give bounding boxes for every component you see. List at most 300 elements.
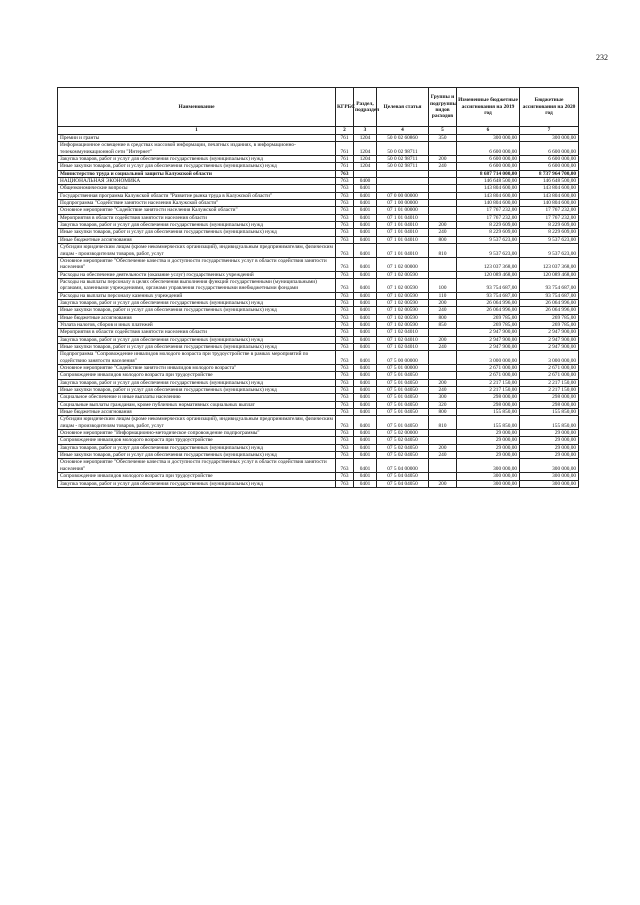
cell-target [377, 178, 429, 185]
cell-section: 1204 [354, 135, 377, 142]
table-row [58, 292, 579, 299]
cell-group [429, 437, 457, 444]
header-section: Раздел, подраздел [354, 88, 377, 127]
cell-kgrbs: 763 [336, 343, 354, 350]
cell-target: 07 1 02 00590 [377, 271, 429, 278]
cell-group [429, 329, 457, 336]
cell-section: 0401 [354, 192, 377, 199]
cell-name: Иные бюджетные ассигнования [58, 409, 336, 416]
cell-kgrbs: 761 [336, 163, 354, 170]
table-row [58, 178, 579, 185]
cell-name: Министерство труда и социальной защиты Калужской области [58, 170, 336, 177]
cell-name: Иные закупки товаров, работ и услуг для обеспечения государственных (муниципальных) нужд [58, 229, 336, 236]
cell-name: Иные бюджетные ассигнования [58, 236, 336, 243]
cell-kgrbs: 763 [336, 200, 354, 207]
cell-group: 240 [429, 387, 457, 394]
cell-group [429, 430, 457, 437]
header-name: Наименование [58, 88, 336, 127]
cell-budget: 298 000,00 [520, 394, 579, 401]
cell-section: 0401 [354, 314, 377, 321]
cell-name: Государственная программа Калужской области "Развитие рынка труда в Калужской области" [58, 192, 336, 199]
cell-name: Мероприятия в области содействия занятости населения области [58, 329, 336, 336]
cell-kgrbs: 763 [336, 452, 354, 459]
cell-target: 07 5 00 00000 [377, 351, 429, 365]
cell-name: Расходы на выплаты персоналу казенных учреждений [58, 292, 336, 299]
cell-budget: 17 767 232,00 [520, 214, 579, 221]
cell-target: 07 1 02 04010 [377, 336, 429, 343]
cell-group: 200 [429, 222, 457, 229]
cell-budget: 120 089 468,00 [520, 271, 579, 278]
cell-changed: 29 000,00 [457, 437, 520, 444]
cell-name: Расходы на выплаты персоналу в целях обеспечения выполнения функций государственными (муниципальными) органами, казенными учреждениями, органами управления государственными внебюджетными фондами [58, 278, 336, 292]
cell-group [429, 142, 457, 156]
column-number: 3 [354, 127, 377, 135]
cell-group: 200 [429, 480, 457, 487]
cell-kgrbs: 761 [336, 142, 354, 156]
cell-kgrbs: 763 [336, 459, 354, 473]
cell-section: 0401 [354, 480, 377, 487]
cell-kgrbs: 763 [336, 170, 354, 177]
cell-section: 0401 [354, 292, 377, 299]
cell-budget: 2 947 900,00 [520, 343, 579, 350]
cell-kgrbs: 763 [336, 185, 354, 192]
header-changed: Измененные бюджетные ассигнования на 2019 год [457, 88, 520, 127]
table-row [58, 244, 579, 258]
table-row [58, 409, 579, 416]
cell-target: 07 1 01 00000 [377, 207, 429, 214]
cell-kgrbs: 763 [336, 351, 354, 365]
cell-kgrbs: 763 [336, 401, 354, 408]
cell-group [429, 372, 457, 379]
cell-kgrbs: 763 [336, 480, 354, 487]
cell-name: Подпрограмма "Содействие занятости населения Калужской области" [58, 200, 336, 207]
cell-target: 07 1 00 00000 [377, 200, 429, 207]
cell-changed: 9 537 623,00 [457, 236, 520, 243]
cell-budget: 9 537 623,00 [520, 236, 579, 243]
cell-budget: 146 648 500,00 [520, 178, 579, 185]
cell-budget: 2 671 000,00 [520, 372, 579, 379]
cell-changed: 123 037 368,00 [457, 257, 520, 271]
cell-name: Сопровождение инвалидов молодого возраста при трудоустройстве [58, 372, 336, 379]
cell-target: 07 1 02 00000 [377, 257, 429, 271]
cell-budget: 300 000,00 [520, 459, 579, 473]
cell-group [429, 459, 457, 473]
cell-changed: 93 754 687,00 [457, 278, 520, 292]
cell-name: Сопровождение инвалидов молодого возраста при трудоустройстве [58, 473, 336, 480]
table-row [58, 299, 579, 306]
cell-kgrbs: 763 [336, 379, 354, 386]
table-row [58, 192, 579, 199]
table-row [58, 135, 579, 142]
cell-budget: 29 000,00 [520, 452, 579, 459]
cell-changed: 2 947 900,00 [457, 336, 520, 343]
cell-changed: 6 600 000,00 [457, 142, 520, 156]
header-row [58, 88, 579, 127]
cell-group: 100 [429, 278, 457, 292]
cell-name: Сопровождение инвалидов молодого возраста при трудоустройстве [58, 437, 336, 444]
cell-budget: 140 804 600,00 [520, 200, 579, 207]
cell-group: 240 [429, 307, 457, 314]
cell-kgrbs: 763 [336, 299, 354, 306]
table-row [58, 372, 579, 379]
header-kgrbs: КГРБС [336, 88, 354, 127]
cell-changed: 8 229 609,00 [457, 229, 520, 236]
cell-target: 07 5 02 04050 [377, 437, 429, 444]
table-row [58, 278, 579, 292]
cell-kgrbs: 763 [336, 278, 354, 292]
cell-budget: 300 000,00 [520, 480, 579, 487]
table-row [58, 401, 579, 408]
cell-budget: 155 850,00 [520, 416, 579, 430]
cell-changed: 17 767 232,00 [457, 214, 520, 221]
column-number: 6 [457, 127, 520, 135]
cell-target: 07 1 02 00590 [377, 321, 429, 328]
cell-budget: 155 850,00 [520, 409, 579, 416]
cell-kgrbs: 763 [336, 329, 354, 336]
table-row [58, 185, 579, 192]
cell-group: 800 [429, 314, 457, 321]
cell-section: 0401 [354, 437, 377, 444]
cell-group: 240 [429, 163, 457, 170]
cell-target: 07 5 01 04050 [377, 394, 429, 401]
cell-changed: 17 767 232,00 [457, 207, 520, 214]
cell-budget: 6 600 000,00 [520, 163, 579, 170]
cell-section: 0401 [354, 222, 377, 229]
cell-target: 07 1 02 04010 [377, 329, 429, 336]
cell-name: НАЦИОНАЛЬНАЯ ЭКОНОМИКА [58, 178, 336, 185]
cell-section: 0401 [354, 200, 377, 207]
table-row [58, 229, 579, 236]
cell-changed: 26 064 996,00 [457, 307, 520, 314]
header-target: Целевая статья [377, 88, 429, 127]
cell-changed: 140 804 600,00 [457, 200, 520, 207]
cell-section: 0401 [354, 409, 377, 416]
cell-kgrbs: 763 [336, 236, 354, 243]
table-row [58, 430, 579, 437]
cell-changed: 146 648 500,00 [457, 178, 520, 185]
cell-target: 07 5 01 04050 [377, 372, 429, 379]
cell-kgrbs: 763 [336, 178, 354, 185]
column-number: 4 [377, 127, 429, 135]
cell-changed: 93 754 687,00 [457, 292, 520, 299]
cell-section: 0401 [354, 387, 377, 394]
cell-budget: 29 000,00 [520, 430, 579, 437]
table-row [58, 394, 579, 401]
cell-section: 0401 [354, 473, 377, 480]
table-row [58, 222, 579, 229]
cell-changed: 300 000,00 [457, 135, 520, 142]
cell-section [354, 170, 377, 177]
cell-name: Закупка товаров, работ и услуг для обеспечения государственных (муниципальных) нужд [58, 336, 336, 343]
cell-group: 200 [429, 336, 457, 343]
cell-group: 240 [429, 343, 457, 350]
cell-name: Расходы на обеспечение деятельности (оказание услуг) государственных учреждений [58, 271, 336, 278]
cell-changed: 269 785,00 [457, 314, 520, 321]
cell-changed: 2 671 000,00 [457, 365, 520, 372]
table-row [58, 444, 579, 451]
cell-section: 0401 [354, 401, 377, 408]
column-number: 7 [520, 127, 579, 135]
table-row [58, 321, 579, 328]
cell-kgrbs: 763 [336, 222, 354, 229]
cell-name: Основное мероприятие "Информационно-методическое сопровождение подпрограммы" [58, 430, 336, 437]
cell-group [429, 214, 457, 221]
cell-section: 0401 [354, 329, 377, 336]
cell-name: Иные закупки товаров, работ и услуг для обеспечения государственных (муниципальных) нужд [58, 307, 336, 314]
cell-section: 0401 [354, 351, 377, 365]
table-body [58, 135, 579, 488]
table-row [58, 437, 579, 444]
cell-changed: 2 217 150,00 [457, 379, 520, 386]
cell-changed: 6 600 000,00 [457, 163, 520, 170]
cell-section: 0401 [354, 207, 377, 214]
column-number: 2 [336, 127, 354, 135]
cell-budget: 29 000,00 [520, 437, 579, 444]
cell-budget: 300 000,00 [520, 473, 579, 480]
cell-name: Основное мероприятие "Содействие занятости населения Калужской области" [58, 207, 336, 214]
cell-target: 07 5 01 04050 [377, 416, 429, 430]
cell-changed: 29 000,00 [457, 452, 520, 459]
table-row [58, 480, 579, 487]
cell-kgrbs: 763 [336, 394, 354, 401]
cell-budget: 298 000,00 [520, 401, 579, 408]
cell-section: 0401 [354, 394, 377, 401]
cell-group [429, 365, 457, 372]
cell-name: Основное мероприятие "Содействие занятости инвалидов молодого возраста" [58, 365, 336, 372]
cell-target: 07 1 01 04010 [377, 214, 429, 221]
cell-kgrbs: 763 [336, 314, 354, 321]
cell-name: Социальные выплаты гражданам, кроме публичных нормативных социальных выплат [58, 401, 336, 408]
cell-group: 240 [429, 452, 457, 459]
cell-name: Закупка товаров, работ и услуг для обеспечения государственных (муниципальных) нужд [58, 480, 336, 487]
table-row [58, 365, 579, 372]
cell-budget: 2 947 900,00 [520, 336, 579, 343]
cell-kgrbs: 763 [336, 271, 354, 278]
cell-group [429, 178, 457, 185]
cell-name: Закупка товаров, работ и услуг для обеспечения государственных (муниципальных) нужд [58, 444, 336, 451]
cell-name: Иные закупки товаров, работ и услуг для обеспечения государственных (муниципальных) нужд [58, 452, 336, 459]
cell-name: Подпрограмма "Сопровождение инвалидов молодого возраста при трудоустройстве в рамках мероприятий по содействию занятости населения" [58, 351, 336, 365]
cell-section: 0401 [354, 214, 377, 221]
cell-name: Субсидии юридическим лицам (кроме некоммерческих организаций), индивидуальным предпринимателям, физическим лицам - производителям товаров, работ, услуг [58, 244, 336, 258]
cell-section: 0401 [354, 365, 377, 372]
table-row [58, 343, 579, 350]
cell-name: Основное мероприятие "Обеспечение качества и доступности государственных услуг в области содействия занятости населения" [58, 257, 336, 271]
cell-kgrbs: 763 [336, 321, 354, 328]
cell-kgrbs: 763 [336, 430, 354, 437]
cell-budget: 26 064 996,00 [520, 307, 579, 314]
table-row [58, 387, 579, 394]
cell-name: Иные закупки товаров, работ и услуг для обеспечения государственных (муниципальных) нужд [58, 387, 336, 394]
cell-budget: 6 600 000,00 [520, 142, 579, 156]
cell-group: 800 [429, 236, 457, 243]
cell-section: 0401 [354, 430, 377, 437]
cell-kgrbs: 763 [336, 473, 354, 480]
cell-target: 07 5 01 04050 [377, 387, 429, 394]
table-row [58, 142, 579, 156]
cell-group: 810 [429, 416, 457, 430]
cell-target: 50 0 02 98711 [377, 163, 429, 170]
cell-target: 50 0 02 98711 [377, 156, 429, 163]
cell-budget: 2 671 000,00 [520, 365, 579, 372]
cell-name: Социальное обеспечение и иные выплаты населению [58, 394, 336, 401]
cell-changed: 29 000,00 [457, 430, 520, 437]
cell-budget: 26 064 996,00 [520, 299, 579, 306]
cell-section: 1204 [354, 142, 377, 156]
cell-section: 0401 [354, 307, 377, 314]
cell-name: Информационное освещение в средствах массовой информации, печатных изданиях, в информационно-телекоммуникационной сети "Интернет" [58, 142, 336, 156]
cell-target: 50 0 02 60860 [377, 135, 429, 142]
cell-group [429, 170, 457, 177]
cell-kgrbs: 763 [336, 387, 354, 394]
cell-target: 07 5 02 04050 [377, 452, 429, 459]
cell-group [429, 257, 457, 271]
cell-section: 0400 [354, 178, 377, 185]
cell-section: 0401 [354, 229, 377, 236]
cell-kgrbs: 763 [336, 372, 354, 379]
cell-group [429, 351, 457, 365]
column-number-row [58, 127, 579, 135]
header-group: Группы и подгруппы видов расходов [429, 88, 457, 127]
table-row [58, 351, 579, 365]
cell-target: 07 1 02 00590 [377, 292, 429, 299]
cell-section: 0401 [354, 379, 377, 386]
cell-budget: 29 000,00 [520, 444, 579, 451]
cell-budget: 300 000,00 [520, 135, 579, 142]
cell-name: Мероприятия в области содействия занятости населения области [58, 214, 336, 221]
cell-group: 320 [429, 401, 457, 408]
cell-budget: 3 000 000,00 [520, 351, 579, 365]
table-row [58, 379, 579, 386]
cell-section: 0401 [354, 444, 377, 451]
cell-changed: 2 671 000,00 [457, 372, 520, 379]
cell-budget: 269 785,00 [520, 321, 579, 328]
cell-target: 07 5 02 04050 [377, 444, 429, 451]
cell-name: Уплата налогов, сборов и иных платежей [58, 321, 336, 328]
page-number: 232 [596, 53, 608, 62]
cell-changed: 300 000,00 [457, 473, 520, 480]
table-row [58, 416, 579, 430]
cell-changed: 9 537 623,00 [457, 244, 520, 258]
cell-group [429, 185, 457, 192]
cell-kgrbs: 763 [336, 336, 354, 343]
cell-target: 50 0 02 98711 [377, 142, 429, 156]
cell-group: 110 [429, 292, 457, 299]
cell-changed: 155 850,00 [457, 409, 520, 416]
cell-kgrbs: 763 [336, 444, 354, 451]
cell-budget: 6 600 000,00 [520, 156, 579, 163]
cell-budget: 143 804 600,00 [520, 185, 579, 192]
cell-group [429, 207, 457, 214]
cell-kgrbs: 763 [336, 257, 354, 271]
cell-budget: 123 037 368,00 [520, 257, 579, 271]
cell-name: Закупка товаров, работ и услуг для обеспечения государственных (муниципальных) нужд [58, 299, 336, 306]
table-row [58, 170, 579, 177]
cell-budget: 93 754 687,00 [520, 292, 579, 299]
cell-section: 0401 [354, 271, 377, 278]
table-row [58, 271, 579, 278]
cell-section: 0401 [354, 459, 377, 473]
cell-changed: 8 229 609,00 [457, 222, 520, 229]
cell-group: 810 [429, 244, 457, 258]
cell-budget: 8 737 964 700,00 [520, 170, 579, 177]
cell-section: 0401 [354, 244, 377, 258]
cell-changed: 2 947 900,00 [457, 343, 520, 350]
cell-changed: 3 000 000,00 [457, 351, 520, 365]
table-row [58, 314, 579, 321]
cell-group: 200 [429, 156, 457, 163]
cell-kgrbs: 763 [336, 416, 354, 430]
cell-changed: 143 804 600,00 [457, 185, 520, 192]
cell-target: 07 1 01 04010 [377, 236, 429, 243]
cell-section: 0401 [354, 185, 377, 192]
cell-changed: 6 600 000,00 [457, 156, 520, 163]
cell-name: Основное мероприятие "Обеспечение качества и доступности государственных услуг в области содействия занятости населения" [58, 459, 336, 473]
cell-changed: 269 785,00 [457, 321, 520, 328]
cell-group [429, 473, 457, 480]
cell-kgrbs: 761 [336, 156, 354, 163]
cell-kgrbs: 763 [336, 307, 354, 314]
cell-kgrbs: 763 [336, 437, 354, 444]
cell-budget: 2 217 150,00 [520, 379, 579, 386]
cell-group [429, 192, 457, 199]
column-number: 1 [58, 127, 336, 135]
cell-group: 850 [429, 321, 457, 328]
cell-changed: 298 000,00 [457, 394, 520, 401]
cell-target: 07 5 01 04050 [377, 409, 429, 416]
cell-target [377, 185, 429, 192]
cell-target: 07 5 02 00000 [377, 430, 429, 437]
cell-changed: 2 947 900,00 [457, 329, 520, 336]
cell-section: 0401 [354, 343, 377, 350]
cell-changed: 8 687 714 000,00 [457, 170, 520, 177]
cell-changed: 300 000,00 [457, 459, 520, 473]
cell-target: 07 1 02 00590 [377, 314, 429, 321]
cell-group: 300 [429, 394, 457, 401]
cell-changed: 120 089 468,00 [457, 271, 520, 278]
cell-budget: 17 767 232,00 [520, 207, 579, 214]
cell-changed: 155 850,00 [457, 416, 520, 430]
cell-section: 0401 [354, 278, 377, 292]
cell-target: 07 0 00 00000 [377, 192, 429, 199]
cell-target: 07 1 01 04010 [377, 244, 429, 258]
table-row [58, 473, 579, 480]
cell-name: Субсидии юридическим лицам (кроме некоммерческих организаций), индивидуальным предпринимателям, физическим лицам - производителям товаров, работ, услуг [58, 416, 336, 430]
cell-name: Закупка товаров, работ и услуг для обеспечения государственных (муниципальных) нужд [58, 222, 336, 229]
table-row [58, 452, 579, 459]
cell-group [429, 200, 457, 207]
cell-group: 800 [429, 409, 457, 416]
cell-section: 0401 [354, 321, 377, 328]
cell-section: 0401 [354, 416, 377, 430]
cell-section: 1204 [354, 156, 377, 163]
cell-budget: 9 537 623,00 [520, 244, 579, 258]
cell-target: 07 5 01 04050 [377, 379, 429, 386]
cell-name: Иные бюджетные ассигнования [58, 314, 336, 321]
cell-target: 07 5 04 04050 [377, 473, 429, 480]
cell-budget: 93 754 687,00 [520, 278, 579, 292]
table-row [58, 336, 579, 343]
cell-budget: 2 217 150,00 [520, 387, 579, 394]
cell-changed: 300 000,00 [457, 480, 520, 487]
cell-section: 0401 [354, 257, 377, 271]
cell-target: 07 1 02 00590 [377, 278, 429, 292]
table-row [58, 200, 579, 207]
cell-kgrbs: 763 [336, 192, 354, 199]
table-row [58, 459, 579, 473]
cell-budget: 269 785,00 [520, 314, 579, 321]
cell-target: 07 5 04 00000 [377, 459, 429, 473]
